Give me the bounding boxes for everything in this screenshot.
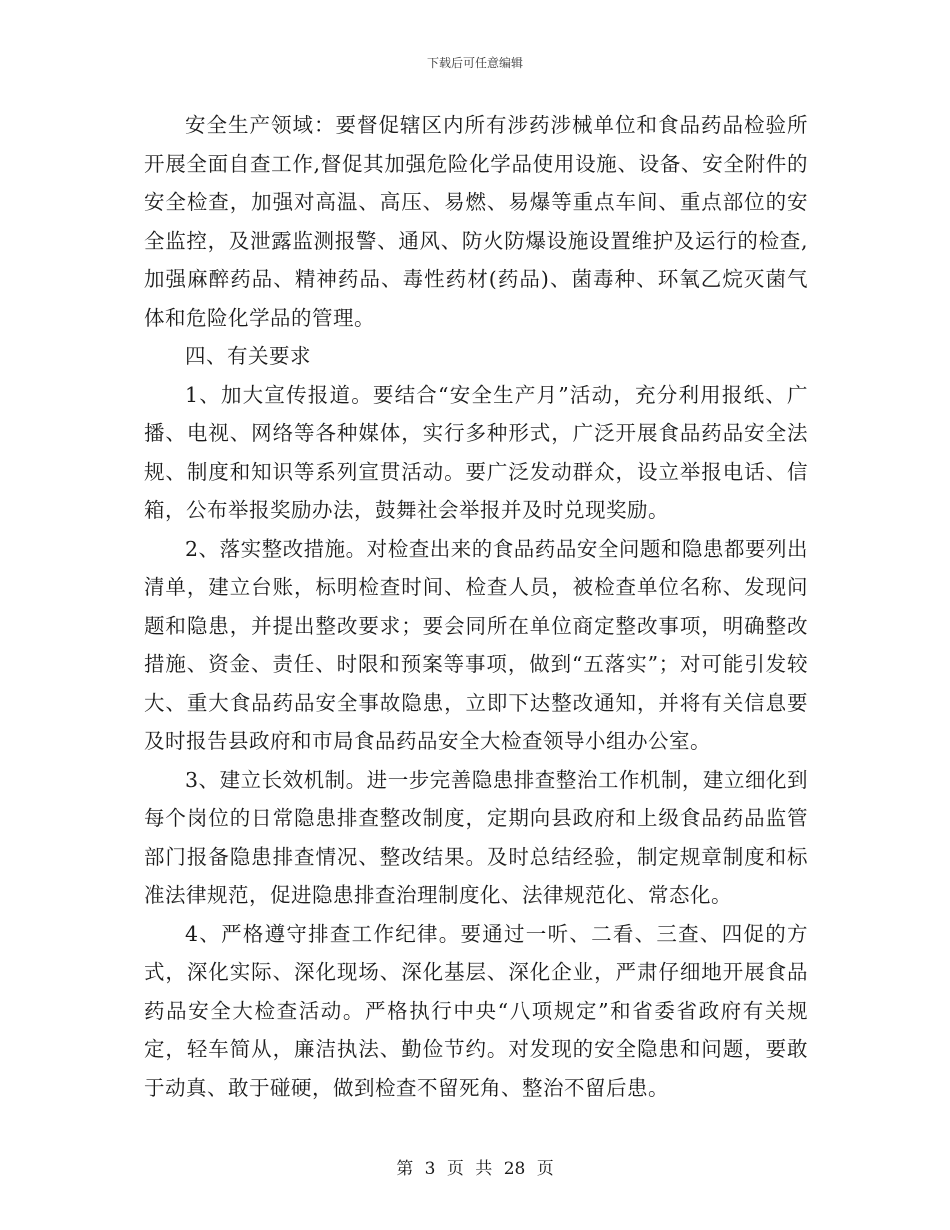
paragraph-rectification: 2、落实整改措施。对检查出来的食品药品安全问题和隐患都要列出清单，建立台账，标明检查时间、检查人员，被检查单位名称、发现问题和隐患，并提出整改要求；要会同所在单位商定整改事项，明确整改措施、资金、责任、时限和预案等事项，做到“五落实”；对可能引发较大、重大食品药品安全事故隐患，立即下达整改通知，并将有关信息要及时报告县政府和市局食品药品安全大检查领导小组办公室。: [144, 536, 808, 753]
paragraph-publicity: 1、加大宣传报道。要结合“安全生产月”活动，充分利用报纸、广播、电视、网络等各种媒体，实行多种形式，广泛开展食品药品安全法规、制度和知识等系列宣贯活动。要广泛发动群众，设立举报电话、信箱，公布举报奖励办法，鼓舞社会举报并及时兑现奖励。: [144, 382, 808, 522]
paragraph-safety-production: 安全生产领域：要督促辖区内所有涉药涉械单位和食品药品检验所开展全面自查工作,督促其加强危险化学品使用设施、设备、安全附件的安全检查，加强对高温、高压、易燃、易爆等重点车间、重点部位的安全监控，及泄露监测报警、通风、防火防爆设施设置维护及运行的检查,加强麻醉药品、精神药品、毒性药材(药品)、菌毒种、环氧乙烷灭菌气体和危险化学品的管理。: [144, 113, 808, 330]
page-number-footer: 第 3 页 共 28 页: [396, 1159, 554, 1179]
section-heading-requirements: 四、有关要求: [185, 344, 311, 368]
page-header-note: 下载后可任意编辑: [426, 56, 523, 70]
paragraph-discipline: 4、严格遵守排查工作纪律。要通过一听、二看、三查、四促的方式，深化实际、深化现场、深化基层、深化企业，严肃仔细地开展食品药品安全大检查活动。严格执行中央“八项规定”和省委省政府有关规定，轻车简从，廉洁执法、勤俭节约。对发现的安全隐患和问题，要敢于动真、敢于碰硬，做到检查不留死角、整治不留后患。: [144, 921, 808, 1100]
document-body: [144, 106, 808, 1107]
paragraph-long-term-mechanism: 3、建立长效机制。进一步完善隐患排查整治工作机制，建立细化到每个岗位的日常隐患排查整改制度，定期向县政府和上级食品药品监管部门报备隐患排查情况、整改结果。及时总结经验，制定规章制度和标准法律规范，促进隐患排查治理制度化、法律规范化、常态化。: [144, 767, 808, 907]
